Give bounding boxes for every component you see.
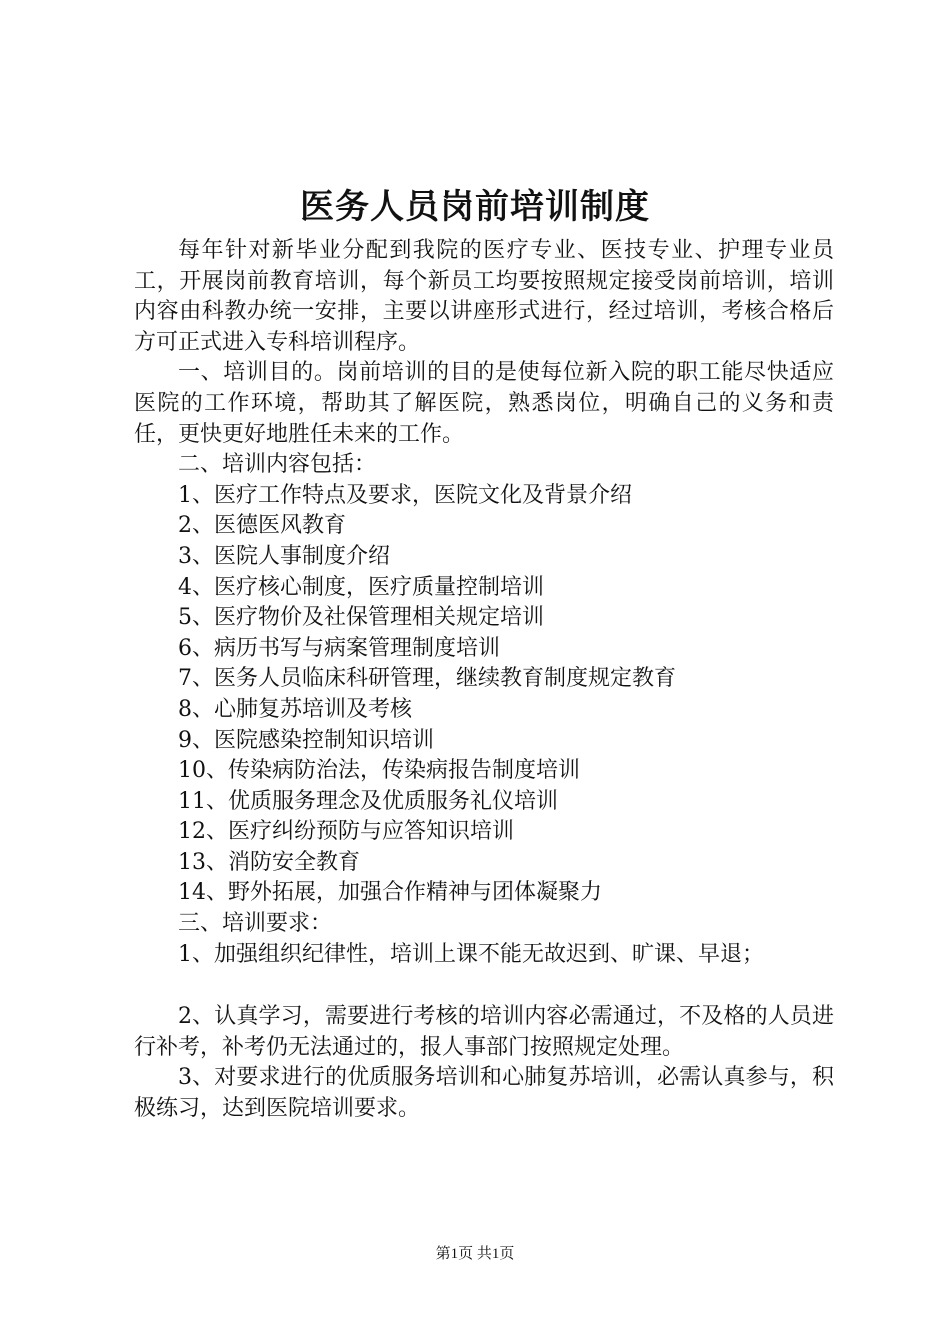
requirement-item: 3、对要求进行的优质服务培训和心肺复苏培训，必需认真参与，积极练习，达到医院培训要求。: [134, 1065, 834, 1122]
section-purpose-paragraph: 一、培训目的。岗前培训的目的是使每位新入院的职工能尽快适应医院的工作环境，帮助其了解医院，熟悉岗位，明确自己的义务和责任，更快更好地胜任未来的工作。: [134, 360, 834, 447]
document-title: 医务人员岗前培训制度: [300, 187, 650, 227]
list-item: 2、医德医风教育: [178, 513, 346, 539]
list-item: 10、传染病防治法，传染病报告制度培训: [178, 758, 580, 784]
list-item: 12、医疗纠纷预防与应答知识培训: [178, 819, 514, 845]
list-item: 4、医疗核心制度，医疗质量控制培训: [178, 574, 544, 600]
list-item: 1、医疗工作特点及要求，医院文化及背景介绍: [178, 482, 632, 508]
page-footer: 第1页 共1页: [435, 1246, 515, 1262]
list-item: 6、病历书写与病案管理制度培训: [178, 635, 500, 661]
list-item: 8、心肺复苏培训及考核: [178, 696, 412, 722]
intro-paragraph: 每年针对新毕业分配到我院的医疗专业、医技专业、护理专业员工，开展岗前教育培训，每个新员工均要按照规定接受岗前培训，培训内容由科教办统一安排，主要以讲座形式进行，经过培训，考核合格后方可正式进入专科培训程序。: [134, 238, 834, 355]
list-item: 3、医院人事制度介绍: [178, 543, 390, 569]
list-item: 5、医疗物价及社保管理相关规定培训: [178, 605, 544, 631]
list-item: 11、优质服务理念及优质服务礼仪培训: [178, 788, 558, 814]
section-requirements-heading: 三、培训要求：: [178, 911, 333, 937]
list-item: 13、消防安全教育: [178, 849, 360, 875]
list-item: 14、野外拓展，加强合作精神与团体凝聚力: [178, 880, 602, 906]
section-content-heading: 二、培训内容包括：: [178, 452, 377, 478]
list-item: 7、医务人员临床科研管理，继续教育制度规定教育: [178, 666, 676, 692]
requirement-item: 2、认真学习，需要进行考核的培训内容必需通过，不及格的人员进行补考，补考仍无法通过的，报人事部门按照规定处理。: [134, 1004, 834, 1060]
requirement-item: 1、加强组织纪律性，培训上课不能无故迟到、旷课、早退；: [178, 941, 764, 967]
document-body: [134, 236, 834, 1125]
list-item: 9、医院感染控制知识培训: [178, 727, 434, 753]
